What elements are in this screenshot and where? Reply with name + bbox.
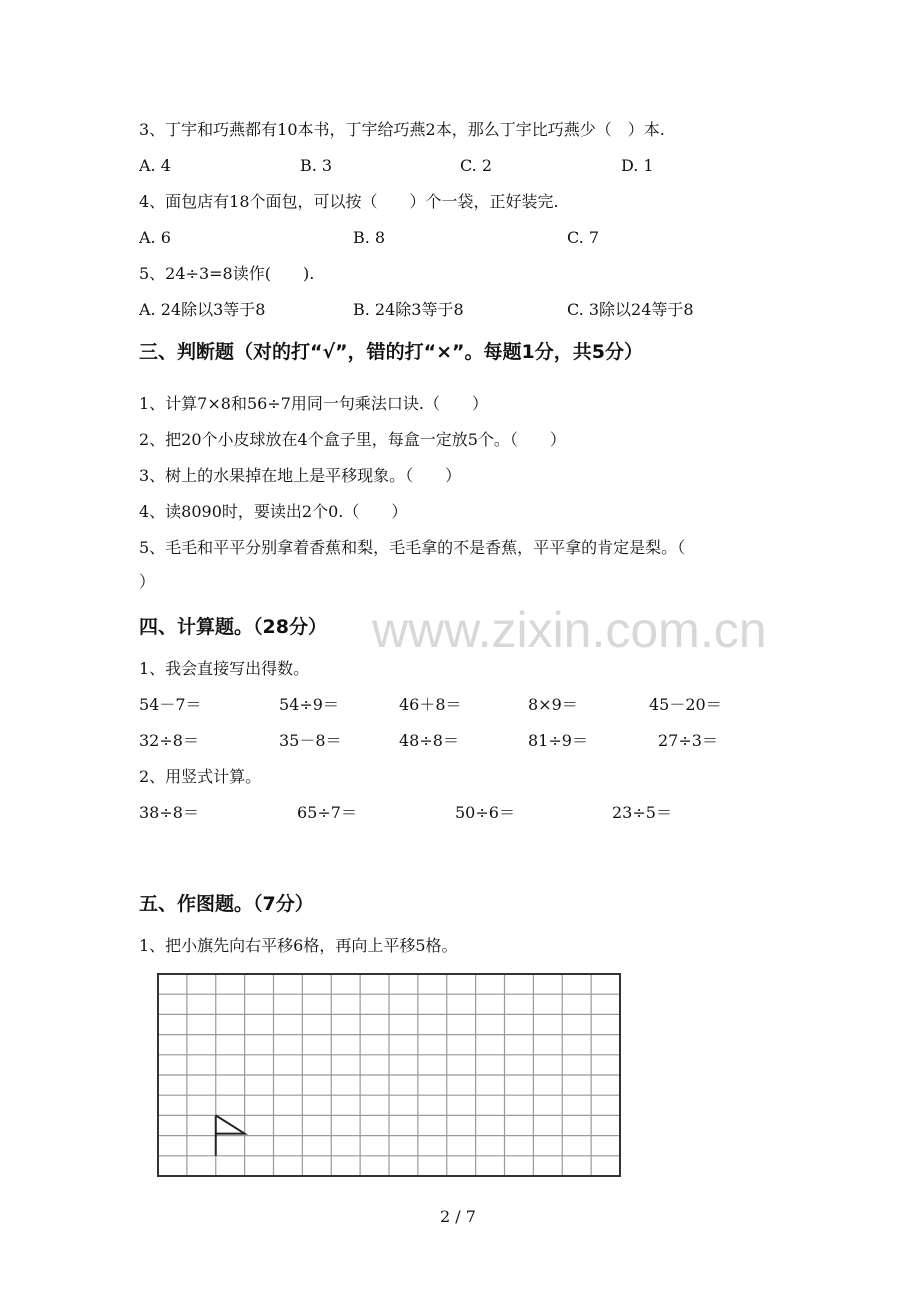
section-4-title: 四、计算题。（28分） (139, 616, 327, 638)
vertical-calc-item: 65÷7＝ (297, 803, 357, 822)
q5-option-a: A. 24除以3等于8 (139, 300, 266, 319)
vertical-calc-item: 50÷6＝ (455, 803, 515, 822)
draw-sub-1: 1、把小旗先向右平移6格，再向上平移5格。 (139, 936, 458, 955)
grid-paper (157, 973, 621, 1177)
calc-item: 35－8＝ (279, 731, 342, 750)
judge-item-4: 4、读8090时，要读出2个0.（ ） (139, 502, 408, 521)
calc-item: 81÷9＝ (528, 731, 588, 750)
calc-item: 8×9＝ (528, 695, 578, 714)
calc-sub-1: 1、我会直接写出得数。 (139, 659, 310, 678)
q4-option-b: B. 8 (353, 228, 386, 247)
calc-sub-2: 2、用竖式计算。 (139, 767, 262, 786)
q4-option-c: C. 7 (567, 228, 600, 247)
question-5: 5、24÷3=8读作( ). (139, 264, 315, 283)
calc-item: 54－7＝ (139, 695, 202, 714)
question-3: 3、丁宇和巧燕都有10本书，丁宇给巧燕2本，那么丁宇比巧燕少（ ）本. (139, 120, 665, 139)
vertical-calc-item: 23÷5＝ (612, 803, 672, 822)
q3-option-a: A. 4 (139, 156, 171, 175)
calc-item: 48÷8＝ (399, 731, 459, 750)
q3-option-c: C. 2 (460, 156, 493, 175)
calc-item: 32÷8＝ (139, 731, 199, 750)
q5-option-c: C. 3除以24等于8 (567, 300, 694, 319)
section-5-title: 五、作图题。（7分） (139, 893, 314, 915)
judge-item-2: 2、把20个小皮球放在4个盒子里，每盒一定放5个。（ ） (139, 430, 566, 449)
q3-option-b: B. 3 (300, 156, 333, 175)
vertical-calc-item: 38÷8＝ (139, 803, 199, 822)
page-number: 2 / 7 (440, 1207, 476, 1226)
calc-item: 54÷9＝ (279, 695, 339, 714)
q5-option-b: B. 24除3等于8 (353, 300, 464, 319)
q3-option-d: D. 1 (621, 156, 654, 175)
judge-item-5-cont: ） (139, 572, 156, 591)
judge-item-1: 1、计算7×8和56÷7用同一句乘法口诀.（ ） (139, 394, 488, 413)
judge-item-3: 3、树上的水果掉在地上是平移现象。（ ） (139, 466, 462, 485)
judge-item-5: 5、毛毛和平平分别拿着香蕉和梨，毛毛拿的不是香蕉，平平拿的肯定是梨。（ (139, 538, 686, 557)
section-3-title: 三、判断题（对的打“√”，错的打“×”。每题1分，共5分） (139, 341, 643, 363)
flag-icon (216, 1115, 245, 1133)
calc-item: 45－20＝ (649, 695, 722, 714)
calc-item: 46＋8＝ (399, 695, 462, 714)
question-4: 4、面包店有18个面包，可以按（ ）个一袋，正好装完. (139, 192, 559, 211)
calc-item: 27÷3＝ (658, 731, 718, 750)
watermark: www.zixin.com.cn (372, 602, 767, 658)
q4-option-a: A. 6 (139, 228, 171, 247)
